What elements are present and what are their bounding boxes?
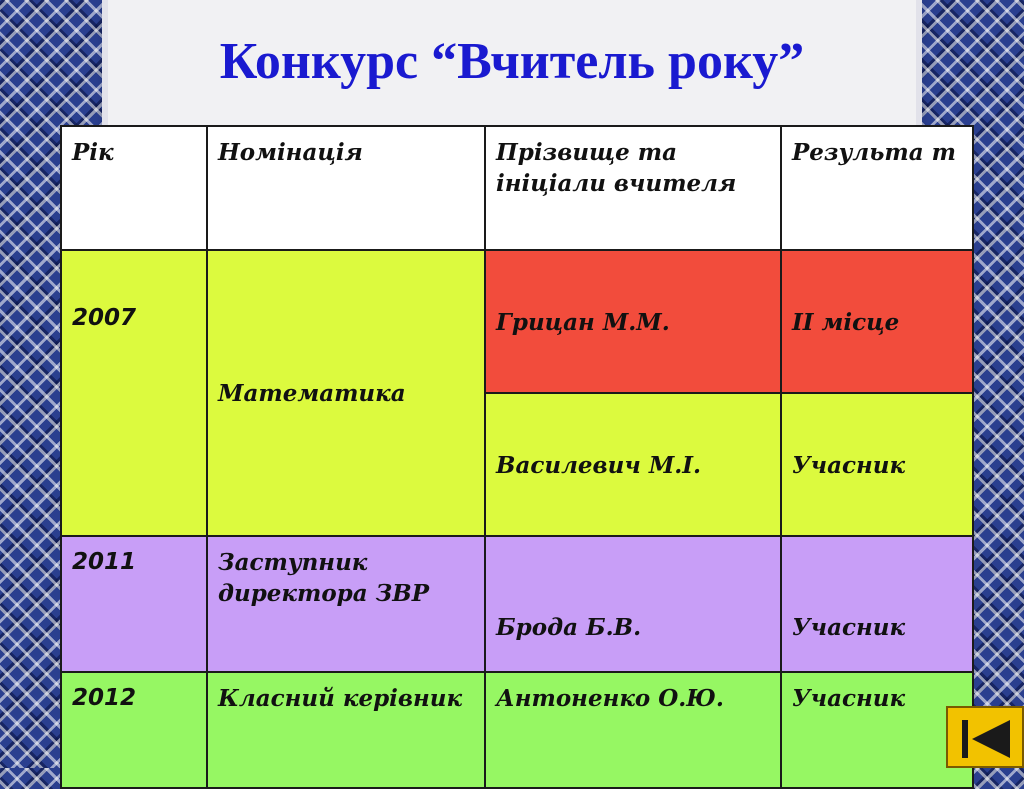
header-teacher: Прізвище та ініціали вчителя — [485, 126, 781, 250]
year-cell: 2007 — [61, 250, 207, 536]
teacher-cell: Брода Б.В. — [485, 536, 781, 672]
table-row — [61, 536, 973, 672]
year-cell: 2012 — [61, 672, 207, 788]
header-year: Рік — [61, 126, 207, 250]
table-row — [61, 672, 973, 788]
teacher-cell: Грицан М.М. — [485, 250, 781, 393]
slide-title: Конкурс “Вчитель року” — [219, 33, 805, 90]
result-cell: II місце — [781, 250, 973, 393]
table-row — [61, 250, 973, 393]
teacher-cell: Антоненко О.Ю. — [485, 672, 781, 788]
contest-table — [60, 125, 974, 789]
nomination-cell: Заступник директора ЗВР — [207, 536, 485, 672]
result-cell: Учасник — [781, 536, 973, 672]
result-cell: Учасник — [781, 672, 973, 788]
table-header-row — [61, 126, 973, 250]
teacher-cell: Василевич М.І. — [485, 393, 781, 536]
nomination-cell: Математика — [207, 250, 485, 536]
header-nomination: Номінація — [207, 126, 485, 250]
year-cell: 2011 — [61, 536, 207, 672]
result-cell: Учасник — [781, 393, 973, 536]
back-to-start-icon — [958, 716, 1014, 762]
back-to-start-button[interactable] — [946, 706, 1024, 768]
nomination-cell: Класний керівник — [207, 672, 485, 788]
header-result: Результа т — [781, 126, 973, 250]
